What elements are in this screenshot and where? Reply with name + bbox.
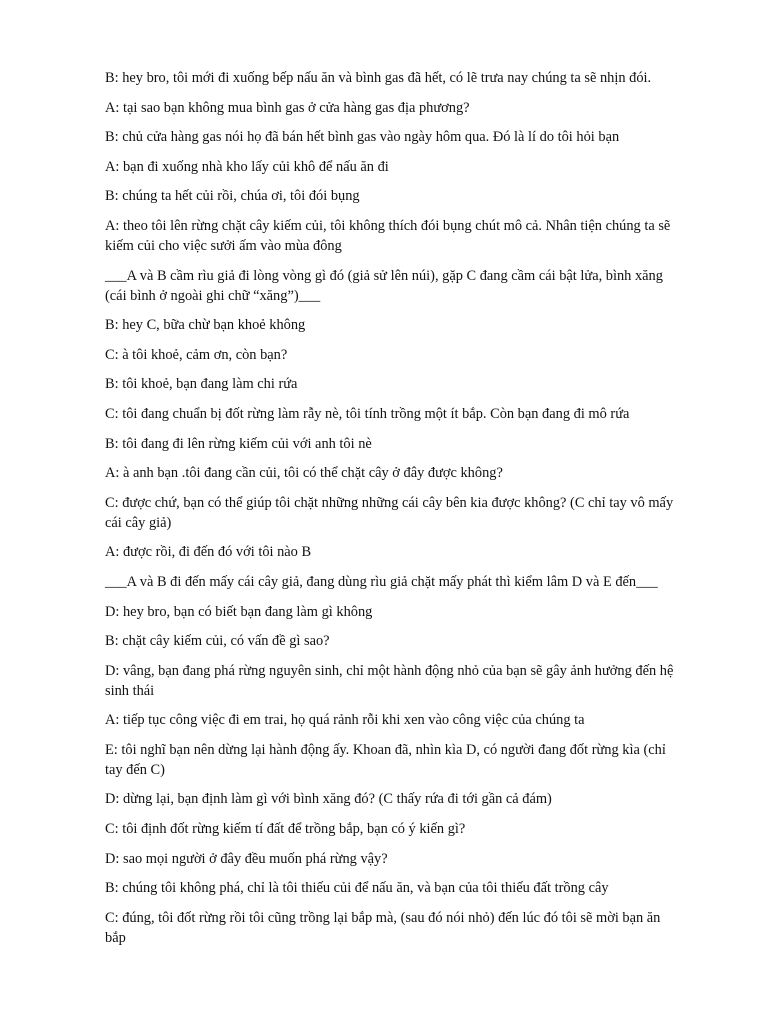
dialogue-line: B: tôi khoẻ, bạn đang làm chi rứa (105, 376, 298, 393)
dialogue-line: D: sao mọi người ở đây đều muốn phá rừng vậy? (105, 850, 388, 867)
dialogue-line: C: tôi định đốt rừng kiếm tí đất để trồng bắp, bạn có ý kiến gì? (105, 821, 466, 838)
dialogue-line: D: vâng, bạn đang phá rừng nguyên sinh, chỉ một hành động nhỏ của bạn sẽ gây ảnh hưởng đến hệ sinh thái (105, 662, 674, 699)
dialogue-line: B: hey bro, tôi mới đi xuống bếp nấu ăn và bình gas đã hết, có lẽ trưa nay chúng ta sẽ nhịn đói. (105, 70, 652, 86)
dialogue-line: A: theo tôi lên rừng chặt cây kiếm củi, tôi không thích đói bụng chút mô cả. Nhân tiện chúng ta sẽ kiếm củi cho việc sưởi ấm vào mùa đông (105, 217, 671, 254)
dialogue-line: B: chúng ta hết củi rồi, chúa ơi, tôi đói bụng (105, 188, 360, 205)
dialogue-line: B: chúng tôi không phá, chỉ là tôi thiếu củi để nấu ăn, và bạn của tôi thiếu đất trồng cây (105, 880, 609, 897)
dialogue-line: D: hey bro, bạn có biết bạn đang làm gì không (105, 603, 373, 620)
dialogue-line: A: tại sao bạn không mua bình gas ở cửa hàng gas địa phương? (105, 99, 470, 116)
dialogue-line: B: chủ cửa hàng gas nói họ đã bán hết bình gas vào ngày hôm qua. Đó là lí do tôi hỏi bạn (105, 129, 620, 146)
stage-direction: ___A và B đi đến mấy cái cây giả, đang dùng rìu giả chặt mấy phát thì kiểm lâm D và E đến___ (105, 573, 658, 590)
dialogue-line: C: đúng, tôi đốt rừng rồi tôi cũng trồng lại bắp mà, (sau đó nói nhỏ) đến lúc đó tôi sẽ mời bạn ăn bắp (105, 909, 661, 946)
dialogue-line: B: tôi đang đi lên rừng kiếm củi với anh tôi nè (105, 435, 372, 452)
dialogue-line: D: dừng lại, bạn định làm gì với bình xăng đó? (C thấy rứa đi tới gần cả đám) (105, 791, 552, 808)
dialogue-line: B: hey C, bữa chừ bạn khoẻ không (105, 317, 306, 334)
stage-direction: ___A và B cầm rìu giả đi lòng vòng gì đó (giả sử lên núi), gặp C đang cầm cái bật lửa, bình xăng (cái bình ở ngoài ghi chữ “xăng”)___ (105, 267, 663, 304)
dialogue-line: B: chặt cây kiếm củi, có vấn đề gì sao? (105, 633, 330, 650)
dialogue-line: A: bạn đi xuống nhà kho lấy củi khô để nấu ăn đi (105, 158, 389, 175)
dialogue-line: E: tôi nghĩ bạn nên dừng lại hành động ấy. Khoan đã, nhìn kìa D, có người đang đốt rừng kìa (chỉ tay đến C) (105, 741, 666, 778)
dialogue-line: C: được chứ, bạn có thể giúp tôi chặt những những cái cây bên kia được không? (C chỉ tay vô mấy cái cây giả) (105, 494, 674, 531)
dialogue-line: A: tiếp tục công việc đi em trai, họ quá rảnh rỗi khi xen vào công việc của chúng ta (105, 712, 585, 729)
dialogue-line: C: à tôi khoẻ, cảm ơn, còn bạn? (105, 346, 288, 363)
dialogue-line: A: được rồi, đi đến đó với tôi nào B (105, 544, 312, 561)
dialogue-line: C: tôi đang chuẩn bị đốt rừng làm rẫy nè, tôi tính trồng một ít bắp. Còn bạn đang đi mô rứa (105, 405, 630, 422)
dialogue-line: A: à anh bạn .tôi đang cần củi, tôi có thể chặt cây ở đây được không? (105, 465, 503, 482)
